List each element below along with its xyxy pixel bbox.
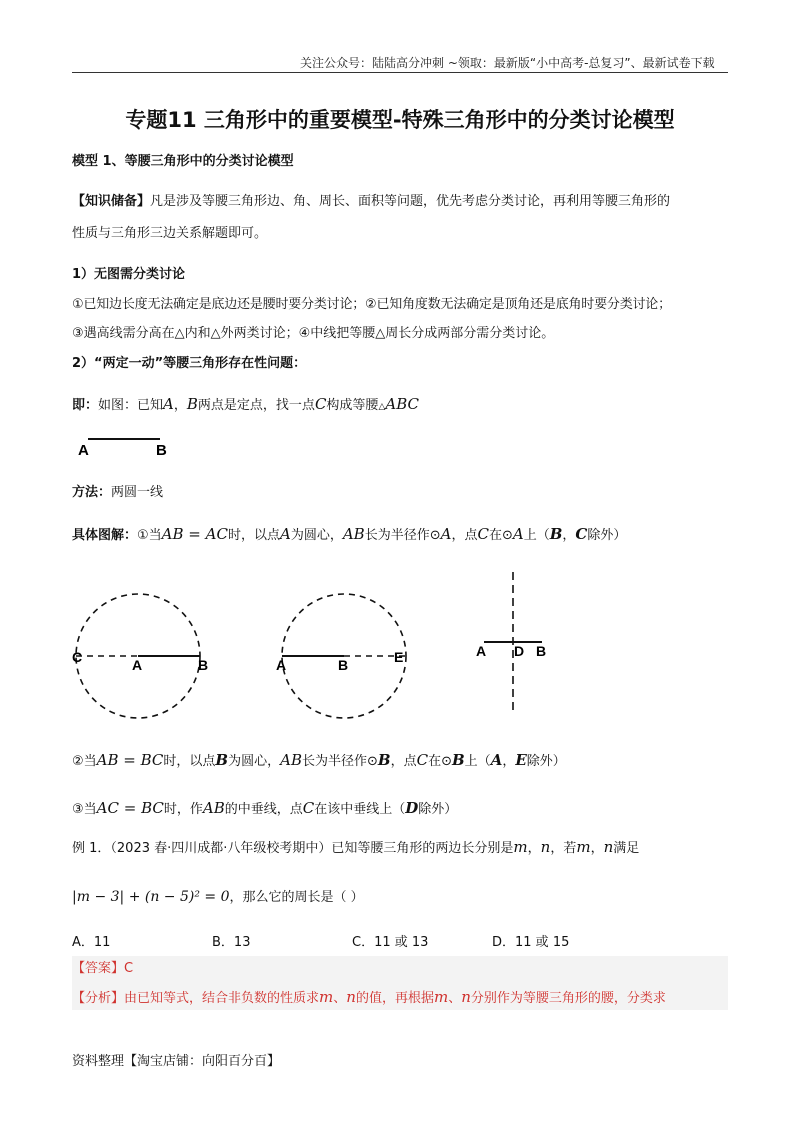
answer-line <box>72 960 133 978</box>
case3-pre: ③当 <box>72 802 97 817</box>
option-b[interactable]: B．13 <box>212 935 251 950</box>
example-var-n: n <box>540 838 551 856</box>
case2-line <box>72 751 566 771</box>
ji-comma: ， <box>173 398 187 413</box>
detail-pre: ①当 <box>137 528 162 543</box>
s1-line1: ①已知边长度无法确定是底边还是腰时要分类讨论；②已知角度数无法确定是顶角还是底角时要分类讨论； <box>72 297 671 312</box>
method-line <box>72 484 163 502</box>
figure-circle-a <box>72 590 252 730</box>
case2-eq: AB = BC <box>96 751 164 769</box>
fig3-label-d: D <box>514 643 525 659</box>
ji-var-abc: ABC <box>385 395 419 413</box>
figure-perpendicular-bisector <box>470 568 560 718</box>
header-divider <box>72 72 728 73</box>
model1-heading: 模型 1、等腰三角形中的分类讨论模型 <box>72 154 294 169</box>
case2-t2: 为圆心， <box>228 754 281 769</box>
case2-t8: 除外） <box>526 754 566 769</box>
analysis-t3: 的值，再根据 <box>355 991 434 1006</box>
detail-t1: 时，以点 <box>227 528 280 543</box>
segment-ab-figure <box>72 430 192 464</box>
analysis-line <box>72 988 666 1008</box>
example-label: 例 1．（2023 春·四川成都·八年级校考期中）已知等腰三角形的两边长分别是 <box>72 841 514 856</box>
detail-var-a: A <box>279 525 291 543</box>
case2-var-e: E <box>515 751 527 769</box>
case2-pre: ②当 <box>72 754 97 769</box>
detail-t2: 为圆心， <box>290 528 343 543</box>
triangle-symbol: △ <box>378 402 386 412</box>
knowledge-line1 <box>72 193 670 211</box>
page-title: 专题11 三角形中的重要模型-特殊三角形中的分类讨论模型 <box>125 108 675 132</box>
case3-var-c: C <box>302 799 315 817</box>
analysis-label: 【分析】 <box>72 991 125 1006</box>
case3-var-d: D <box>405 799 419 817</box>
analysis-var-n: n <box>346 988 356 1006</box>
example-t3: 满足 <box>613 841 640 856</box>
s1-line2: ③遇高线需分高在△内和△外两类讨论；④中线把等腰△周长分成两部分需分类讨论。 <box>72 326 555 341</box>
detail-t7: ， <box>562 528 576 543</box>
ji-text-b: 两点是定点，找一点 <box>197 398 315 413</box>
fig1-label-a: A <box>132 657 143 673</box>
detail-t5: 在⊙ <box>488 528 513 543</box>
detail-var-c2: C <box>575 525 588 543</box>
detail-eq: AB = AC <box>161 525 228 543</box>
example-sep: ， <box>527 841 541 856</box>
detail-var-a2: A <box>440 525 452 543</box>
knowledge-label: 【知识储备】 <box>72 194 151 209</box>
case3-t3: 在该中垂线上（ <box>314 802 406 817</box>
analysis-var-m: m <box>319 988 334 1006</box>
ji-line <box>72 395 419 416</box>
detail-var-ab: AB <box>342 525 365 543</box>
ji-var-a: A <box>163 395 174 413</box>
ji-var-c: C <box>314 395 327 413</box>
analysis-t5: 分别作为等腰三角形的腰，分类求 <box>470 991 666 1006</box>
fig3-label-a: A <box>476 643 487 659</box>
case2-var-b3: B <box>451 751 465 769</box>
fig1-label-b: B <box>198 657 209 673</box>
detail-label: 具体图解： <box>72 528 138 543</box>
case3-line <box>72 799 457 819</box>
fig2-label-b: B <box>338 657 349 673</box>
detail-t8: 除外） <box>587 528 627 543</box>
segment-label-a: A <box>78 442 89 459</box>
fig2-label-e: E <box>394 649 404 665</box>
analysis-t4: 、 <box>448 991 462 1006</box>
analysis-var-n2: n <box>461 988 471 1006</box>
answer-value: C <box>124 961 134 976</box>
answer-label: 【答案】 <box>72 961 125 976</box>
s2-heading: 2）“两定一动”等腰三角形存在性问题： <box>72 356 307 371</box>
example-equation: |m − 3| + (n − 5)² = 0 <box>72 889 230 905</box>
fig1-label-c: C <box>72 649 83 665</box>
example-sep2: ， <box>590 841 604 856</box>
analysis-t1: 由已知等式，结合非负数的性质求 <box>124 991 320 1006</box>
case2-t1: 时，以点 <box>163 754 216 769</box>
knowledge-text1: 凡是涉及等腰三角形边、角、周长、面积等问题，优先考虑分类讨论，再利用等腰三角形的 <box>150 194 671 209</box>
detail-var-c: C <box>477 525 489 543</box>
case2-var-ab: AB <box>280 751 302 769</box>
s1-heading: 1）无图需分类讨论 <box>72 267 186 282</box>
example-t4: ，那么它的周长是（ ） <box>229 890 364 905</box>
case2-var-b2: B <box>377 751 391 769</box>
detail-line <box>72 525 626 545</box>
fig2-label-a: A <box>276 657 287 673</box>
detail-var-b: B <box>549 525 563 543</box>
page-footer: 资料整理【淘宝店铺：向阳百分百】 <box>72 1054 281 1069</box>
example-t2: ，若 <box>550 841 577 856</box>
knowledge-line2: 性质与三角形三边关系解题即可。 <box>72 226 268 241</box>
case3-var-ab: AB <box>202 799 225 817</box>
case2-var-c: C <box>416 751 429 769</box>
detail-t6: 上（ <box>523 528 550 543</box>
case2-t4: ，点 <box>390 754 417 769</box>
page-header: 关注公众号：陆陆高分冲刺 ~领取：最新版“小中高考-总复习”、最新试卷下载 <box>300 56 715 70</box>
case2-var-a: A <box>490 751 503 769</box>
example-var-m: m <box>513 838 528 856</box>
ji-text-c: 构成等腰 <box>326 398 379 413</box>
fig3-label-b: B <box>536 643 547 659</box>
case2-t6: 上（ <box>464 754 491 769</box>
segment-label-b: B <box>156 442 167 459</box>
ji-var-b: B <box>186 395 198 413</box>
example-var-n2: n <box>603 838 614 856</box>
method-label: 方法： <box>72 485 112 500</box>
example-line2 <box>72 888 364 907</box>
option-a[interactable]: A．11 <box>72 935 111 950</box>
detail-var-a3: A <box>512 525 524 543</box>
case2-var-b: B <box>215 751 229 769</box>
example-line1 <box>72 838 639 858</box>
detail-t3: 长为半径作⊙ <box>364 528 441 543</box>
case2-t3: 长为半径作⊙ <box>301 754 378 769</box>
analysis-var-m2: m <box>433 988 449 1006</box>
case2-t5: 在⊙ <box>428 754 452 769</box>
option-d[interactable]: D．11 或 15 <box>492 935 570 950</box>
method-text: 两圆一线 <box>111 485 164 500</box>
detail-t4: ，点 <box>451 528 478 543</box>
case3-eq: AC = BC <box>96 799 164 817</box>
figure-circle-b <box>272 590 422 730</box>
case3-t2: 的中垂线，点 <box>224 802 303 817</box>
option-c[interactable]: C．11 或 13 <box>352 935 429 950</box>
case3-t1: 时，作 <box>163 802 203 817</box>
ji-text-a: 如图：已知 <box>98 398 164 413</box>
analysis-t2: 、 <box>333 991 347 1006</box>
case3-t4: 除外） <box>418 802 458 817</box>
ji-label: 即： <box>72 398 99 413</box>
case2-t7: ， <box>502 754 516 769</box>
example-var-m2: m <box>576 838 591 856</box>
